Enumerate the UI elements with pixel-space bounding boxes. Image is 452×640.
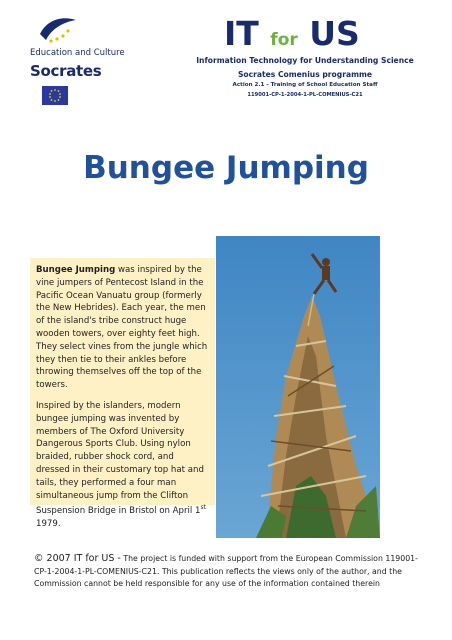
logo-for: for (270, 30, 298, 50)
eu-swoosh-icon (38, 14, 78, 46)
paragraph-1 (36, 264, 209, 392)
eu-education-culture-logo (22, 14, 162, 114)
it-for-us-logo (224, 14, 360, 60)
ordinal-suffix: st (200, 504, 206, 512)
action-label: Action 2.1 - Training of School Education Staff (232, 82, 378, 88)
bungee-jumping-lead: Bungee Jumping (36, 265, 116, 275)
it-for-us-header (180, 14, 430, 124)
socrates-label: Socrates (30, 62, 102, 80)
paragraph-2-end: 1979. (36, 519, 61, 529)
logo-it: IT (224, 14, 259, 53)
paragraph-2 (36, 400, 209, 531)
footer-disclaimer (34, 553, 428, 591)
paragraph-2-text: Inspired by the islanders, modern bungee jumping was invented by members of The Oxford University Dangerous Sports Club. Using nylon braided, rubber shock cord, and dressed in their customary top hat and tails, they performed a four man simultaneous jump from the Clifton Suspension Bridge in Bristol on April 1 (36, 400, 204, 517)
paragraph-1-text: was inspired by the vine jumpers of Pentecost Island in the Pacific Ocean Vanuatu group (formerly the New Hebrides). Each year, the men of the island's tribe construct huge wooden towers, over eighty feet high. They select vines from the jungle which they then tie to their ankles before throwing themselves off the top of the towers. (36, 265, 208, 391)
education-culture-label: Education and Culture (30, 48, 125, 58)
disclaimer-text: The project is funded with support from the European Commission 119001-CP-1-2004-1-PL-COMENIUS-C21. This publication reflects the views only of the author, and the Commission cannot be held responsible for any use of the information contained therein (34, 554, 418, 588)
land-diving-tower-photo (216, 236, 380, 538)
eu-flag-icon (42, 86, 68, 105)
project-subtitle: Information Technology for Understanding Science (196, 56, 414, 65)
logo-us: US (309, 14, 360, 53)
programme-label: Socrates Comenius programme (237, 70, 373, 79)
project-code: 119001-CP-1-2004-1-PL-COMENIUS-C21 (247, 92, 363, 98)
article-text-box (30, 258, 215, 529)
copyright-label: © 2007 IT for US - (34, 553, 121, 564)
page-title: Bungee Jumping (83, 150, 369, 186)
